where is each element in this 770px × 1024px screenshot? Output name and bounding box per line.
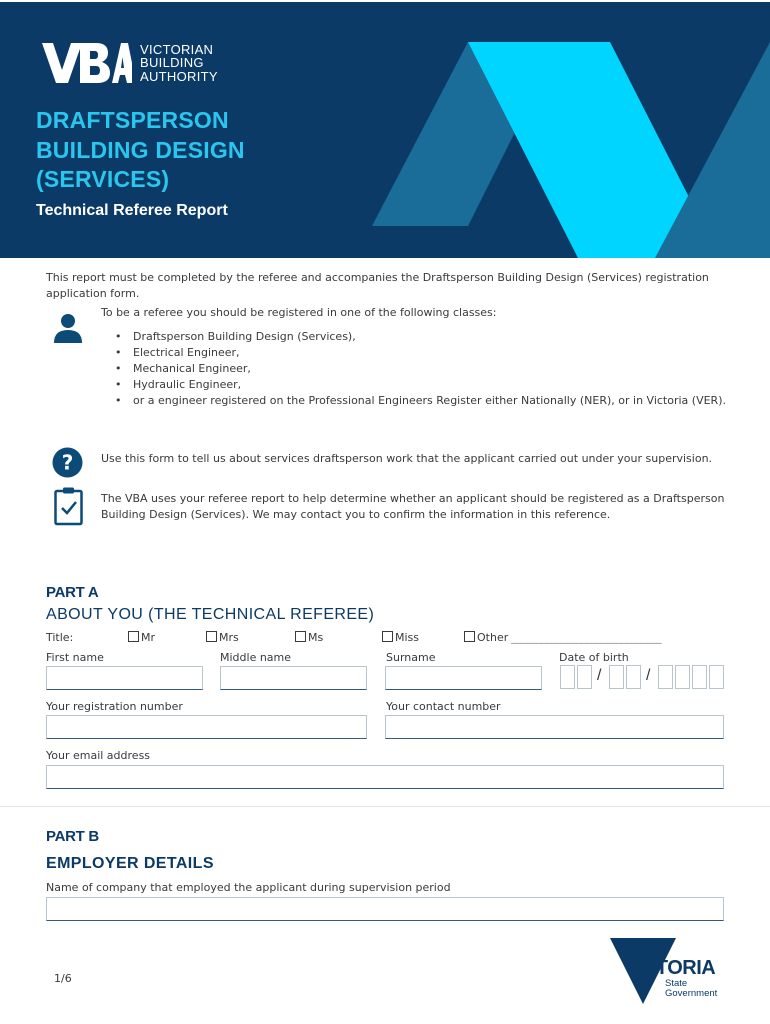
registration-number-field[interactable] <box>46 715 367 739</box>
company-name-field[interactable] <box>46 897 724 921</box>
dob-separator: / <box>597 667 602 684</box>
registration-number-label: Your registration number <box>46 700 183 713</box>
document-title <box>36 106 245 195</box>
victoria-state-government-logo <box>610 938 735 1006</box>
logo-line: BUILDING <box>140 55 204 71</box>
title-line: DRAFTSPERSON <box>36 107 229 133</box>
middle-name-label: Middle name <box>220 651 292 664</box>
dob-day-digit[interactable] <box>560 665 575 689</box>
list-item: • Draftsperson Building Design (Services), <box>115 329 751 345</box>
title-other-field[interactable]: ______________________________ <box>511 631 661 644</box>
title-line: BUILDING DESIGN <box>36 136 245 163</box>
intro-paragraph: This report must be completed by the referee and accompanies the Draftsperson Building Design (Services) registration application form. <box>46 271 709 300</box>
victoria-sub-line: Government <box>665 988 718 999</box>
title-mr-label: Mr <box>141 631 156 644</box>
dob-day-digit[interactable] <box>577 665 592 689</box>
victoria-word: VICTORIA <box>624 957 716 979</box>
logo-line: VICTORIAN <box>140 41 214 57</box>
title-mrs-checkbox[interactable] <box>206 631 217 642</box>
logo-line: AUTHORITY <box>140 68 218 84</box>
company-name-label: Name of company that employed the applicant during supervision period <box>46 881 451 894</box>
dob-label: Date of birth <box>559 651 629 664</box>
part-b-title: EMPLOYER DETAILS <box>46 855 214 872</box>
email-label: Your email address <box>46 749 151 762</box>
title-label: Title: <box>46 631 74 644</box>
first-name-label: First name <box>46 651 104 664</box>
contact-number-label: Your contact number <box>386 700 501 713</box>
title-ms-label: Ms <box>308 631 324 644</box>
title-ms-checkbox[interactable] <box>295 631 306 642</box>
list-item: • Mechanical Engineer, <box>115 361 751 377</box>
surname-field[interactable] <box>385 666 542 690</box>
part-b-label: PART B <box>46 828 99 845</box>
email-field[interactable] <box>46 765 724 789</box>
vba-logo <box>40 40 218 86</box>
header-banner <box>0 2 770 258</box>
referee-class-list <box>115 329 751 409</box>
vba-logo-text <box>140 43 218 84</box>
surname-label: Surname <box>386 651 436 664</box>
dob-year-digit[interactable] <box>658 665 673 689</box>
dob-separator: / <box>646 667 651 684</box>
title-mr-checkbox[interactable] <box>128 631 139 642</box>
list-item: • Hydraulic Engineer, <box>115 377 751 393</box>
title-other-label: Other <box>477 631 509 644</box>
dob-year-digit[interactable] <box>692 665 707 689</box>
title-mrs-label: Mrs <box>219 631 239 644</box>
part-a-title: ABOUT YOU (THE TECHNICAL REFEREE) <box>46 606 375 623</box>
part-a-label: PART A <box>46 584 99 601</box>
title-miss-checkbox[interactable] <box>382 631 393 642</box>
question-icon <box>52 447 83 478</box>
title-line: (SERVICES) <box>36 166 170 192</box>
vba-logo-mark <box>40 40 132 86</box>
contact-number-field[interactable] <box>385 715 724 739</box>
question-text: Use this form to tell us about services draftsperson work that the applicant carried out under your supervision. <box>101 452 713 465</box>
title-other-checkbox[interactable] <box>464 631 475 642</box>
dob-month-digit[interactable] <box>626 665 641 689</box>
first-name-field[interactable] <box>46 666 203 690</box>
victoria-sub-line: State <box>665 978 688 989</box>
dob-month-digit[interactable] <box>609 665 624 689</box>
dob-year-digit[interactable] <box>709 665 724 689</box>
dob-year-digit[interactable] <box>675 665 690 689</box>
person-icon <box>52 312 84 344</box>
document-subtitle: Technical Referee Report <box>36 202 228 219</box>
list-item: • or a engineer registered on the Professional Engineers Register either Nationally (NER), or in Victoria (VER). <box>115 393 751 409</box>
list-item: • Electrical Engineer, <box>115 345 751 361</box>
page-number: 1/6 <box>54 972 72 985</box>
middle-name-field[interactable] <box>220 666 367 690</box>
clipboard-check-icon <box>53 486 84 526</box>
referee-text: To be a referee you should be registered in one of the following classes: <box>101 306 497 319</box>
clipboard-text: The VBA uses your referee report to help determine whether an applicant should be registered as a Draftsperson Building Design (Services). We may contact you to confirm the information in this reference. <box>101 492 725 521</box>
title-miss-label: Miss <box>395 631 420 644</box>
section-divider <box>0 806 770 807</box>
referee-requirements <box>101 305 751 409</box>
svg-text:?: ? <box>61 450 74 475</box>
